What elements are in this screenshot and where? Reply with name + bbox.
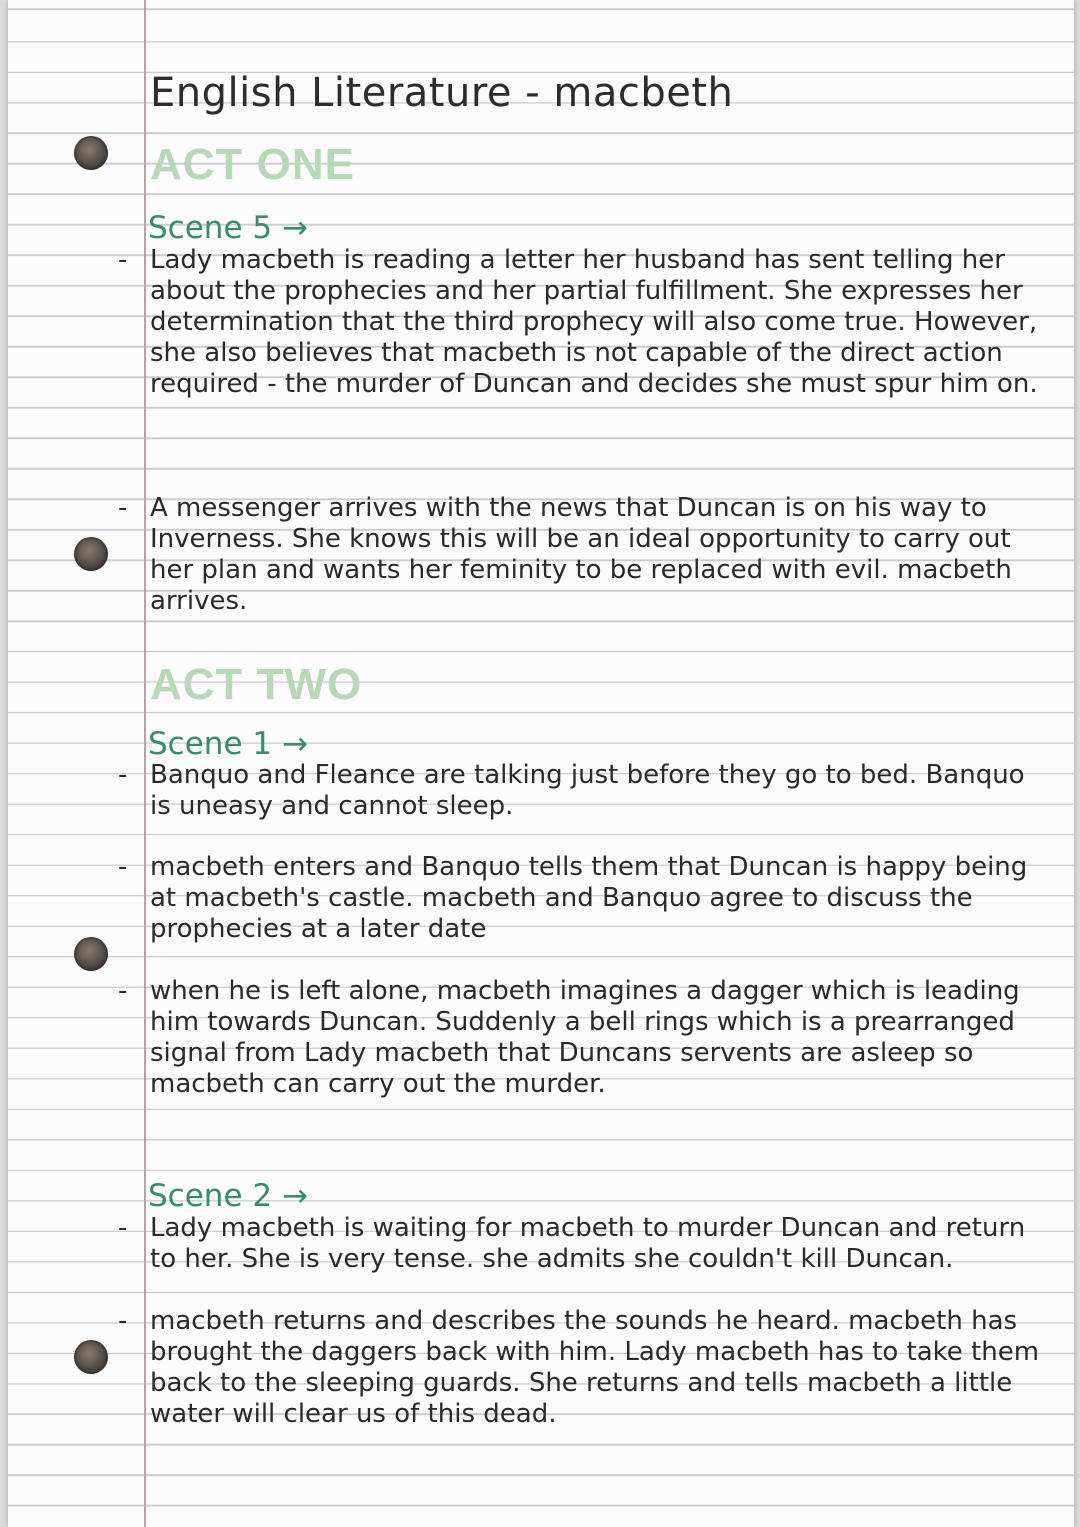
bullet-dash: -: [118, 245, 128, 275]
bullet-dash: -: [118, 852, 128, 882]
punch-hole-3: [74, 937, 108, 971]
margin-line: [144, 0, 146, 1527]
bullet-dash: -: [118, 760, 128, 790]
note-item: macbeth enters and Banquo tells them that Duncan is happy being at macbeth's castle. macbeth and Banquo agree to discuss the prophecies at a later date: [150, 852, 1028, 944]
note-item: A messenger arrives with the news that Duncan is on his way to Inverness. She knows this will be an ideal opportunity to carry out her plan and wants her feminity to be replaced with evil. macbeth arrives.: [150, 493, 1012, 616]
note-item: when he is left alone, macbeth imagines a dagger which is leading him towards Duncan. Suddenly a bell rings which is a prearranged signal from Lady macbeth that Duncans servents are asleep so macbeth can carry out the murder.: [150, 976, 1020, 1099]
page-title: English Literature - macbeth: [150, 70, 734, 116]
act-one-heading: ACT ONE: [150, 140, 355, 189]
note-item: Lady macbeth is waiting for macbeth to murder Duncan and return to her. She is very tense. she admits she couldn't kill Duncan.: [150, 1213, 1026, 1274]
punch-hole-4: [74, 1340, 108, 1374]
note-item: macbeth returns and describes the sounds he heard. macbeth has brought the daggers back with him. Lady macbeth has to take them back to the sleeping guards. She returns and tells macbeth a little water will clear us of this dead.: [150, 1306, 1040, 1429]
punch-hole-2: [74, 537, 108, 571]
bullet-dash: -: [118, 1213, 128, 1243]
punch-hole-1: [74, 136, 108, 170]
bullet-dash: -: [118, 976, 128, 1006]
note-item: Banquo and Fleance are talking just before they go to bed. Banquo is uneasy and cannot sleep.: [150, 760, 1025, 821]
act-two-scene-1-heading: Scene 1 →: [148, 726, 308, 762]
bullet-dash: -: [118, 1306, 128, 1336]
act-two-heading: ACT TWO: [150, 660, 363, 709]
act-two-scene-2-heading: Scene 2 →: [148, 1178, 308, 1214]
act-one-scene-5-heading: Scene 5 →: [148, 210, 308, 246]
bullet-dash: -: [118, 493, 128, 523]
note-item: Lady macbeth is reading a letter her husband has sent telling her about the prophecies and her partial fulfillment. She expresses her determination that the third prophecy will also come true. However, she also believes that macbeth is not capable of the direct action required - the murder of Duncan and decides she must spur him on.: [150, 245, 1038, 399]
